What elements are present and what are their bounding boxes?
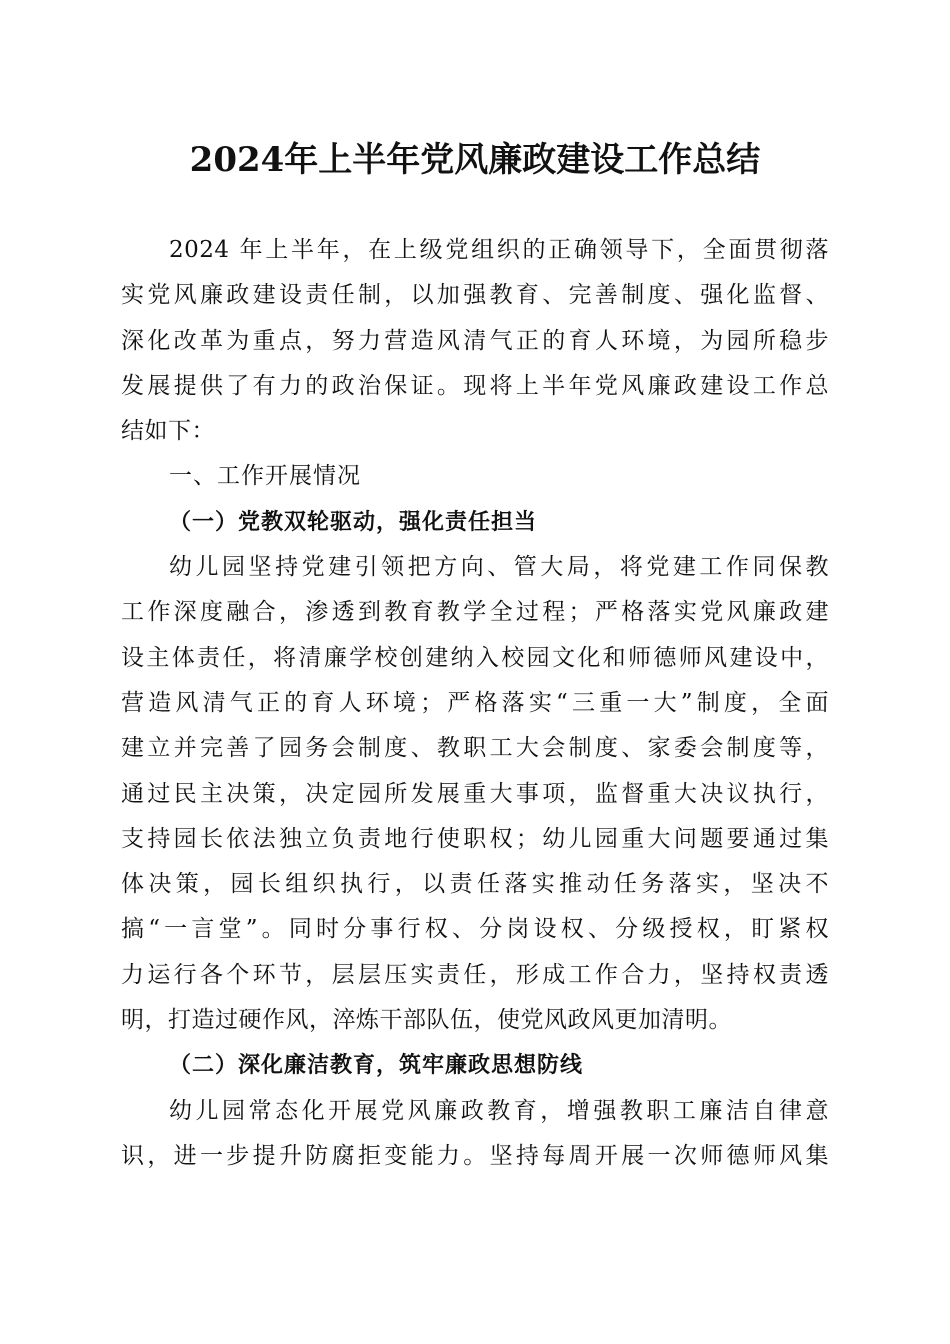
paragraph-line: 2024 年上半年，在上级党组织的正确领导下，全面贯彻落	[169, 237, 829, 263]
paragraph-line: 设主体责任，将清廉学校创建纳入校园文化和师德师风建设中，	[121, 644, 829, 671]
subsection-heading: （一）党教双轮驱动，强化责任担当	[169, 508, 538, 535]
paragraph-line: 体决策，园长组织执行，以责任落实推动任务落实，坚决不	[121, 871, 829, 898]
paragraph-line: 幼儿园常态化开展党风廉政教育，增强教职工廉洁自律意	[169, 1097, 829, 1124]
paragraph-line: 明，打造过硬作风，淬炼干部队伍，使党风政风更加清明。	[121, 1007, 732, 1034]
document-title: 2024年上半年党风廉政建设工作总结	[189, 140, 761, 180]
paragraph-line: 力运行各个环节，层层压实责任，形成工作合力，坚持权责透	[121, 961, 829, 988]
paragraph-line: 支持园长依法独立负责地行使职权；幼儿园重大问题要通过集	[121, 825, 829, 852]
document-body	[121, 228, 829, 1179]
paragraph-line: 幼儿园坚持党建引领把方向、管大局，将党建工作同保教	[169, 554, 829, 581]
paragraph-line: 工作深度融合，渗透到教育教学全过程；严格落实党风廉政建	[121, 599, 829, 626]
paragraph-line: 搞“一言堂”。同时分事行权、分岗设权、分级授权，盯紧权	[121, 916, 829, 943]
subsection-1-paragraph	[121, 545, 829, 1043]
section-heading: 一、工作开展情况	[169, 463, 361, 490]
paragraph-line: 深化改革为重点，努力营造风清气正的育人环境，为园所稳步	[121, 327, 829, 354]
paragraph-line: 通过民主决策，决定园所发展重大事项，监督重大决议执行，	[121, 780, 829, 807]
paragraph-line: 实党风廉政建设责任制，以加强教育、完善制度、强化监督、	[121, 282, 829, 309]
subsection-2-paragraph	[121, 1089, 829, 1180]
subsection-heading: （二）深化廉洁教育，筑牢廉政思想防线	[169, 1052, 584, 1079]
paragraph-line: 结如下：	[121, 418, 215, 445]
paragraph-line: 建立并完善了园务会制度、教职工大会制度、家委会制度等，	[121, 735, 829, 762]
paragraph-line: 发展提供了有力的政治保证。现将上半年党风廉政建设工作总	[121, 372, 829, 399]
intro-paragraph	[121, 228, 829, 454]
paragraph-line: 营造风清气正的育人环境；严格落实“三重一大”制度，全面	[121, 689, 829, 716]
paragraph-line: 识，进一步提升防腐拒变能力。坚持每周开展一次师德师风集	[121, 1142, 829, 1169]
